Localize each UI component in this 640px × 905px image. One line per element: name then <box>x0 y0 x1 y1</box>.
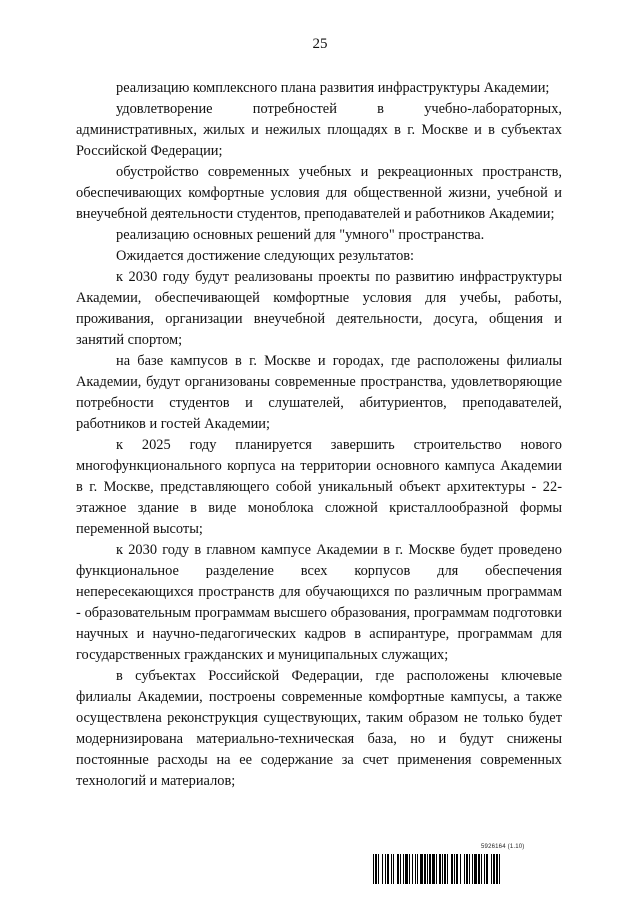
document-code: 5926164 (1.10) <box>481 844 525 850</box>
paragraph: к 2030 году в главном кампусе Академии в г. Москве будет проведено функциональное разделение всех корпусов для обеспечения непересекающихся пространств для обучающихся по различным программам - образовательным программам высшего образования, программам подготовки научных и научно-педагогических кадров в аспирантуре, программам для государственных гражданских и муниципальных служащих; <box>76 542 562 663</box>
paragraph: в субъектах Российской Федерации, где расположены ключевые филиалы Академии, построены современные комфортные кампусы, а также осуществлена реконструкция существующих, таким образом не только будет модернизирована материально-техническая база, но и будут снижены постоянные расходы на ее содержание за счет применения современных технологий и материалов; <box>76 668 562 789</box>
paragraph: обустройство современных учебных и рекреационных пространств, обеспечивающих комфортные условия для общественной жизни, учебной и внеучебной деятельности студентов, преподавателей и работников Академии; <box>76 164 562 222</box>
paragraph: к 2025 году планируется завершить строительство нового многофункционального корпуса на территории основного кампуса Академии в г. Москве, представляющего собой уникальный объект архитектуры - 22-этажное здание в виде моноблока сложной кристаллообразной формы переменной высоты; <box>76 437 562 537</box>
paragraph: на базе кампусов в г. Москве и городах, где расположены филиалы Академии, будут организованы современные пространства, удовлетворяющие потребности студентов и слушателей, абитуриентов, преподавателей, работников и гостей Академии; <box>76 353 562 432</box>
paragraph: удовлетворение потребностей в учебно-лабораторных, административных, жилых и нежилых площадях в г. Москве и в субъектах Российской Федерации; <box>76 101 562 159</box>
barcode-icon <box>373 854 589 884</box>
paragraph: Ожидается достижение следующих результатов: <box>116 248 415 264</box>
document-body <box>76 78 562 792</box>
paragraph: реализацию основных решений для "умного" пространства. <box>116 227 485 243</box>
paragraph: к 2030 году будут реализованы проекты по развитию инфраструктуры Академии, обеспечивающей комфортные условия для учебы, работы, проживания, организации внеучебной деятельности, досуга, общения и занятий спортом; <box>76 269 562 348</box>
paragraph: реализацию комплексного плана развития инфраструктуры Академии; <box>116 80 550 96</box>
page-number: 25 <box>312 36 328 52</box>
